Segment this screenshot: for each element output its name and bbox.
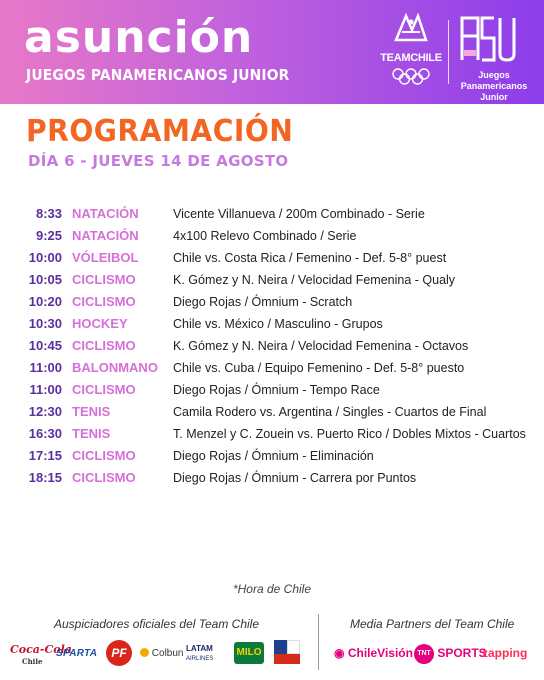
sparta-text: SPARTA: [56, 648, 98, 659]
brand-subtitle: JUEGOS PANAMERICANOS JUNIOR: [26, 66, 290, 84]
latam-subtext: AIRLINES: [186, 656, 214, 662]
schedule-row: [0, 314, 544, 336]
tnt-badge: TNT: [414, 644, 434, 664]
latam-logo: [186, 644, 213, 664]
schedule-time: 17:15: [28, 448, 62, 463]
schedule-sport: CICLISMO: [72, 272, 136, 287]
schedule-time: 10:20: [28, 294, 62, 309]
schedule-row: [0, 468, 544, 490]
schedule-row: [0, 204, 544, 226]
milo-logo: [234, 642, 264, 664]
pf-text: PF: [111, 646, 127, 660]
schedule-row: [0, 424, 544, 446]
schedule-sport: BALONMANO: [72, 360, 158, 375]
colbun-icon: [140, 648, 149, 657]
header-divider: [448, 20, 449, 84]
gobierno-flag-red: [274, 654, 300, 664]
schedule-sport: CICLISMO: [72, 338, 136, 353]
page-title: PROGRAMACIÓN: [26, 114, 294, 149]
schedule-sport: VÓLEIBOL: [72, 250, 139, 265]
timezone-note: *Hora de Chile: [232, 582, 312, 596]
team-chile-text: TEAMCHILE: [380, 52, 442, 64]
team-chile-logo: [378, 12, 444, 86]
schedule-row: [0, 226, 544, 248]
gobierno-flag-white: [287, 640, 300, 654]
gobierno-flag-blue: [274, 640, 287, 654]
asu-caption: Juegos Panamericanos Junior: [460, 70, 528, 102]
tnt-sports-logo: [414, 644, 487, 664]
sparta-logo: [56, 648, 97, 659]
schedule-time: 10:00: [28, 250, 62, 265]
asu-emblem-icon: [458, 10, 518, 66]
schedule-event: Vicente Villanueva / 200m Combinado - Serie: [173, 207, 425, 221]
brand-title: asunción: [24, 12, 254, 63]
coca-cola-subtext: Chile: [22, 657, 43, 666]
team-chile-emblem-icon: [392, 12, 430, 48]
tnt-sports-text: SPORTS: [437, 646, 487, 661]
milo-text: MILO: [236, 647, 262, 658]
schedule-sport: CICLISMO: [72, 294, 136, 309]
schedule-sport: NATACIÓN: [72, 228, 139, 243]
schedule-event: Diego Rojas / Ómnium - Scratch: [173, 295, 353, 309]
schedule-row: [0, 270, 544, 292]
schedule-list: [0, 204, 544, 490]
schedule-time: 18:15: [28, 470, 62, 485]
schedule-sport: NATACIÓN: [72, 206, 139, 221]
schedule-time: 10:05: [28, 272, 62, 287]
schedule-event: T. Menzel y C. Zouein vs. Puerto Rico / Dobles Mixtos - Cuartos: [173, 427, 526, 441]
schedule-time: 8:33: [35, 206, 62, 221]
schedule-row: [0, 446, 544, 468]
schedule-sport: TENIS: [72, 404, 111, 419]
schedule-event: K. Gómez y N. Neira / Velocidad Femenina - Qualy: [173, 273, 456, 287]
schedule-row: [0, 402, 544, 424]
schedule-row: [0, 358, 544, 380]
footer-divider: [318, 614, 319, 670]
schedule-event: Camila Rodero vs. Argentina / Singles - Cuartos de Final: [173, 405, 487, 419]
chilevision-logo: [334, 646, 413, 660]
header-banner: [0, 0, 544, 104]
schedule-time: 9:25: [35, 228, 62, 243]
schedule-event: Diego Rojas / Ómnium - Tempo Race: [173, 383, 380, 397]
chilevision-text: ChileVisión: [347, 646, 413, 660]
sponsors-title: Auspiciadores oficiales del Team Chile: [54, 617, 259, 631]
latam-text: LATAM: [186, 644, 213, 653]
schedule-event: Diego Rojas / Ómnium - Eliminación: [173, 449, 374, 463]
schedule-time: 11:00: [29, 360, 62, 375]
schedule-row: [0, 336, 544, 358]
schedule-sport: HOCKEY: [72, 316, 128, 331]
schedule-row: [0, 292, 544, 314]
chilevision-icon: ◉: [334, 646, 345, 660]
schedule-event: 4x100 Relevo Combinado / Serie: [173, 229, 357, 243]
schedule-time: 16:30: [28, 426, 62, 441]
schedule-event: Chile vs. Cuba / Equipo Femenino - Def. 5-8° puesto: [173, 361, 465, 375]
schedule-sport: CICLISMO: [72, 448, 136, 463]
schedule-event: Chile vs. México / Masculino - Grupos: [173, 317, 383, 331]
colbun-logo: [140, 648, 183, 659]
schedule-row: [0, 380, 544, 402]
coca-cola-text: Coca-Cola: [10, 643, 72, 656]
zapping-text: zapping: [482, 646, 528, 660]
page-subtitle: DÍA 6 - JUEVES 14 DE AGOSTO: [28, 152, 289, 170]
zapping-logo: [482, 646, 527, 660]
schedule-time: 11:00: [29, 382, 62, 397]
schedule-row: [0, 248, 544, 270]
partners-title: Media Partners del Team Chile: [350, 617, 515, 631]
schedule-time: 10:45: [28, 338, 62, 353]
gobierno-logo: [274, 640, 300, 668]
schedule-time: 10:30: [28, 316, 62, 331]
schedule-time: 12:30: [28, 404, 62, 419]
schedule-sport: TENIS: [72, 426, 111, 441]
asu-games-logo: [456, 10, 536, 102]
schedule-event: K. Gómez y N. Neira / Velocidad Femenina - Octavos: [173, 339, 469, 353]
schedule-sport: CICLISMO: [72, 470, 136, 485]
colbun-text: Colbun: [151, 648, 184, 659]
schedule-event: Diego Rojas / Ómnium - Carrera por Puntos: [173, 471, 417, 485]
olympic-rings-icon: [390, 68, 432, 86]
schedule-sport: CICLISMO: [72, 382, 136, 397]
schedule-event: Chile vs. Costa Rica / Femenino - Def. 5-8° puest: [173, 251, 447, 265]
pf-logo: [106, 640, 132, 666]
